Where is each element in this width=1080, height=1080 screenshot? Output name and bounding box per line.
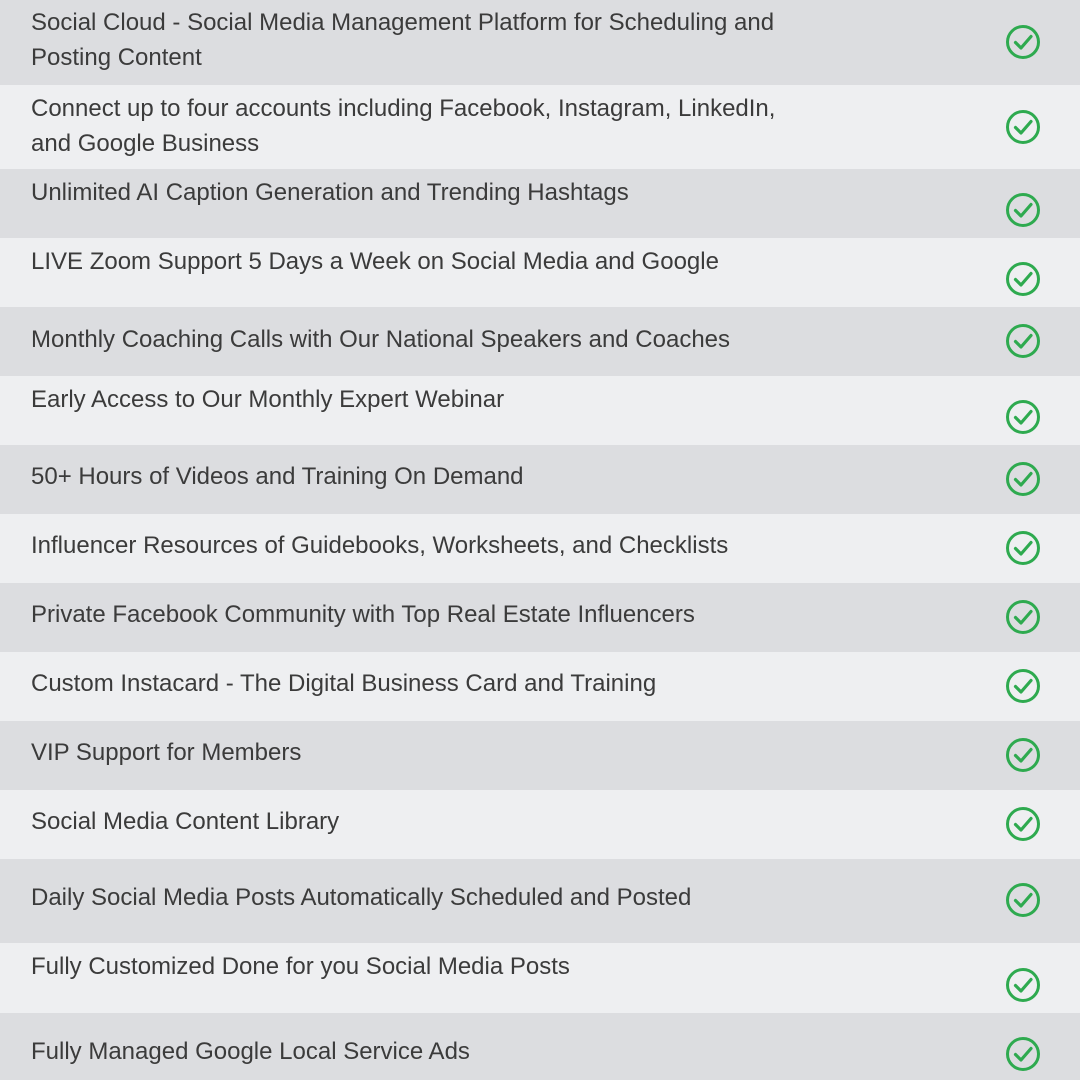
check-circle-icon xyxy=(1004,805,1042,843)
feature-label: Fully Customized Done for you Social Media Posts xyxy=(31,953,570,980)
feature-label: Influencer Resources of Guidebooks, Worksheets, and Checklists xyxy=(31,532,729,559)
feature-row xyxy=(0,85,1080,169)
feature-row xyxy=(0,721,1080,790)
feature-label: Custom Instacard - The Digital Business Card and Training xyxy=(31,670,657,697)
check-circle-icon xyxy=(1004,260,1042,298)
feature-row xyxy=(0,169,1080,238)
check-circle-icon xyxy=(1004,191,1042,229)
feature-label: LIVE Zoom Support 5 Days a Week on Social Media and Google xyxy=(31,248,719,275)
check-circle-icon xyxy=(1004,23,1042,61)
check-circle-icon xyxy=(1004,529,1042,567)
feature-row xyxy=(0,859,1080,943)
check-circle-icon xyxy=(1004,108,1042,146)
feature-row xyxy=(0,943,1080,1013)
check-circle-icon xyxy=(1004,598,1042,636)
feature-label: Private Facebook Community with Top Real Estate Influencers xyxy=(31,601,695,628)
feature-row xyxy=(0,0,1080,85)
feature-row xyxy=(0,652,1080,721)
check-circle-icon xyxy=(1004,966,1042,1004)
check-circle-icon xyxy=(1004,398,1042,436)
check-circle-icon xyxy=(1004,460,1042,498)
feature-label: 50+ Hours of Videos and Training On Demand xyxy=(31,463,524,490)
feature-row xyxy=(0,1013,1080,1080)
feature-label: Unlimited AI Caption Generation and Trending Hashtags xyxy=(31,179,629,206)
feature-label: Early Access to Our Monthly Expert Webinar xyxy=(31,386,505,413)
check-circle-icon xyxy=(1004,1035,1042,1073)
feature-label: Connect up to four accounts including Facebook, Instagram, LinkedIn, and Google Business xyxy=(31,95,776,157)
check-circle-icon xyxy=(1004,667,1042,705)
check-circle-icon xyxy=(1004,881,1042,919)
feature-label: Monthly Coaching Calls with Our National Speakers and Coaches xyxy=(31,326,731,353)
feature-row xyxy=(0,790,1080,859)
check-circle-icon xyxy=(1004,736,1042,774)
feature-row xyxy=(0,238,1080,307)
feature-row xyxy=(0,376,1080,445)
feature-label: VIP Support for Members xyxy=(31,739,302,766)
feature-label: Fully Managed Google Local Service Ads xyxy=(31,1038,470,1065)
feature-row xyxy=(0,445,1080,514)
feature-label: Social Cloud - Social Media Management Platform for Scheduling and Posting Content xyxy=(31,9,775,71)
feature-label: Daily Social Media Posts Automatically Scheduled and Posted xyxy=(31,884,692,911)
feature-row xyxy=(0,583,1080,652)
check-circle-icon xyxy=(1004,322,1042,360)
feature-row xyxy=(0,514,1080,583)
feature-label: Social Media Content Library xyxy=(31,808,340,835)
feature-row xyxy=(0,307,1080,376)
